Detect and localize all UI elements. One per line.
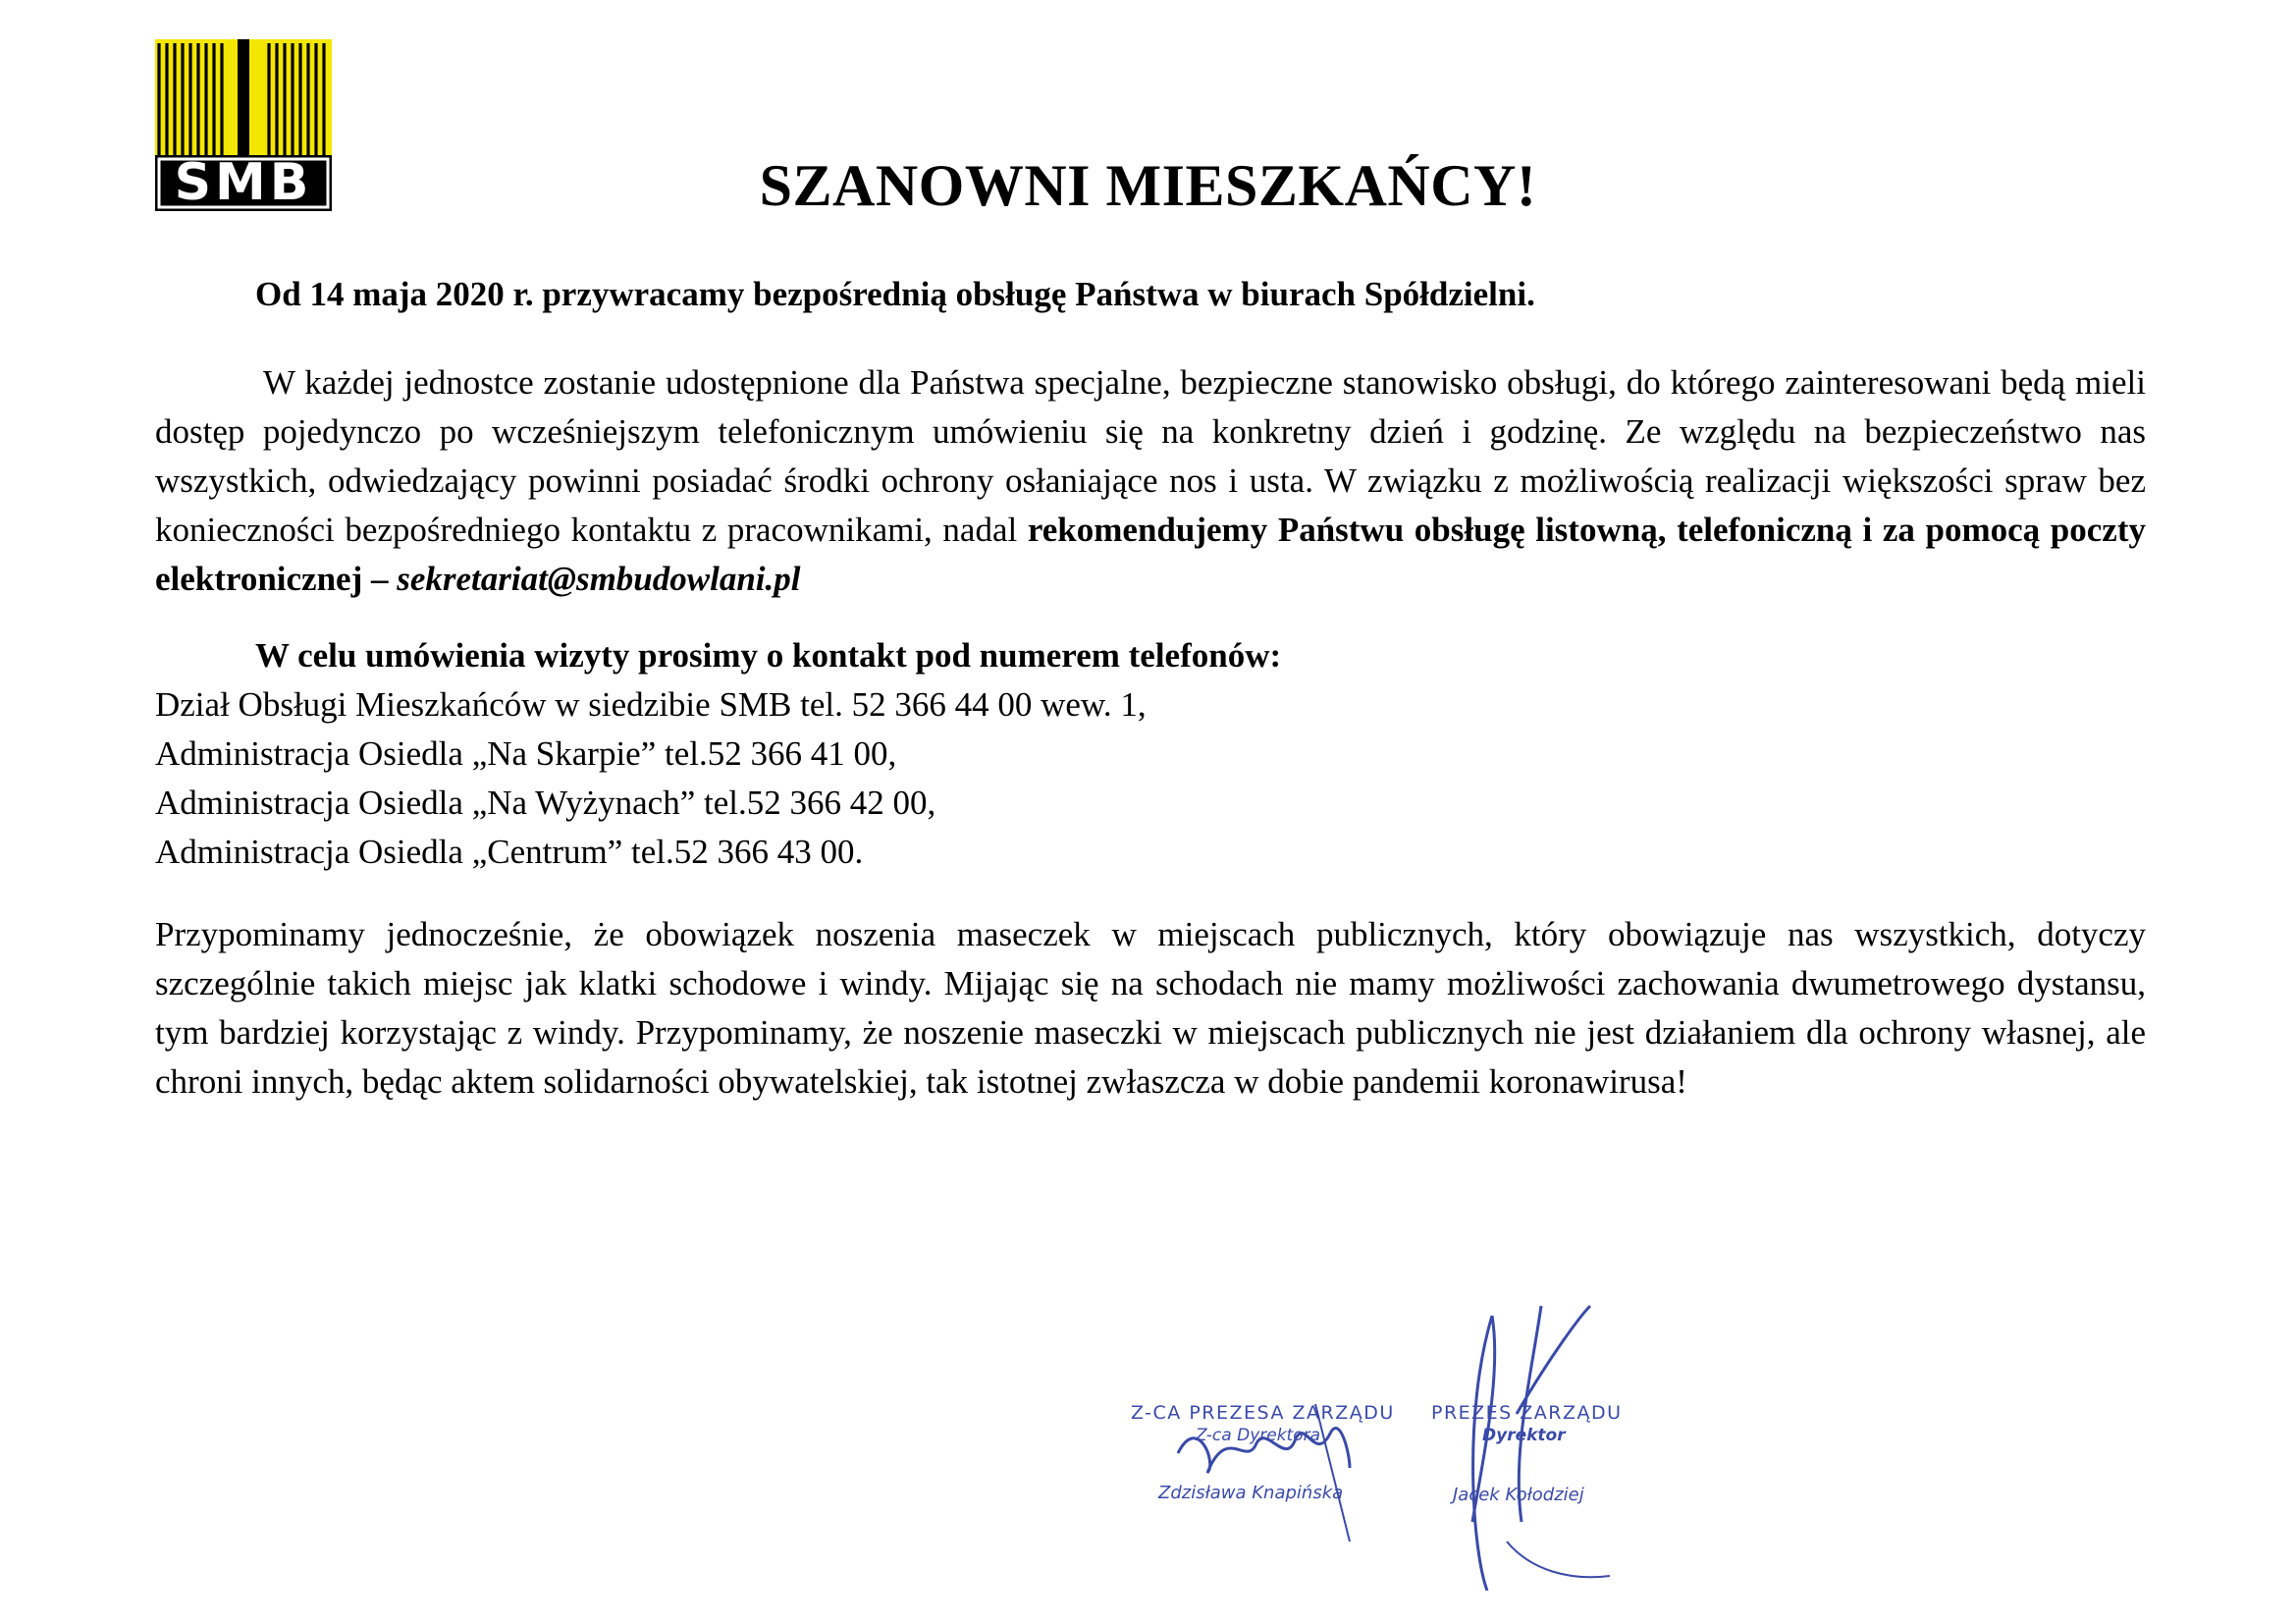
contact-line: Administracja Osiedla „Centrum” tel.52 366 43 00. <box>155 833 864 871</box>
stamp-right-title: Dyrektor <box>1482 1426 1566 1445</box>
contact-heading: W celu umówienia wizyty prosimy o kontakt pod numerem telefonów: <box>255 636 1282 675</box>
lead-paragraph: Od 14 maja 2020 r. przywracamy bezpośrednią obsługę Państwa w biurach Spółdzielni. <box>255 275 1535 313</box>
service-text: W każdej jednostce zostanie udostępnione dla Państwa specjalne, bezpieczne stanowisko obsługi, do którego zainteresowani będą mieli dostęp pojedynczo po wcześniejszym telefonicznym umówieniu się na konkretny dzień i godzinę. Ze względu na bezpieczeństwo nas wszystkich, odwiedzający powinni posiadać środki ochrony osłaniające nos i usta. W związku z możliwością realizacji większości spraw bez konieczności bezpośredniego kontaktu z pracownikami, nadal <box>155 363 2146 549</box>
signature-area <box>1119 1296 1669 1591</box>
contact-line: Dział Obsługi Mieszkańców w siedzibie SMB tel. 52 366 44 00 wew. 1, <box>155 685 1147 724</box>
stamp-right-role: PREZES ZARZĄDU <box>1431 1402 1623 1424</box>
page-title: SZANOWNI MIESZKAŃCY! <box>759 153 1537 218</box>
contact-list <box>155 680 2146 877</box>
letter-body <box>155 270 2146 1107</box>
stamp-left-title: Z-ca Dyrektora <box>1196 1426 1321 1445</box>
contact-line: Administracja Osiedla „Na Skarpie” tel.52 366 41 00, <box>155 734 897 773</box>
recommendation-text: rekomendujemy Państwu obsługę listowną, telefoniczną i za pomocą poczty elektronicznej – <box>155 511 2146 598</box>
email-address: sekretariat@smbudowlani.pl <box>397 560 801 598</box>
contact-line: Administracja Osiedla „Na Wyżynach” tel.52 366 42 00, <box>155 784 936 822</box>
service-paragraph <box>155 358 2146 604</box>
svg-text:SMB: SMB <box>174 153 313 211</box>
stamp-left-role: Z-CA PREZESA ZARZĄDU <box>1131 1402 1395 1424</box>
reminder-paragraph: Przypominamy jednocześnie, że obowiązek noszenia maseczek w miejscach publicznych, który obowiązuje nas wszystkich, dotyczy szczególnie takich miejsc jak klatki schodowe i windy. Mijając się na schodach nie mamy możliwości zachowania dwumetrowego dystansu, tym bardziej korzystając z windy. Przypominamy, że noszenie maseczki w miejscach publicznych nie jest działaniem dla ochrony własnej, ale chroni innych, będąc aktem solidarności obywatelskiej, tak istotnej zwłaszcza w dobie pandemii koronawirusa! <box>155 915 2146 1101</box>
stamp-left-name: Zdzisława Knapińska <box>1158 1483 1344 1503</box>
stamp-right-name: Jacek Kołodziej <box>1453 1485 1584 1505</box>
